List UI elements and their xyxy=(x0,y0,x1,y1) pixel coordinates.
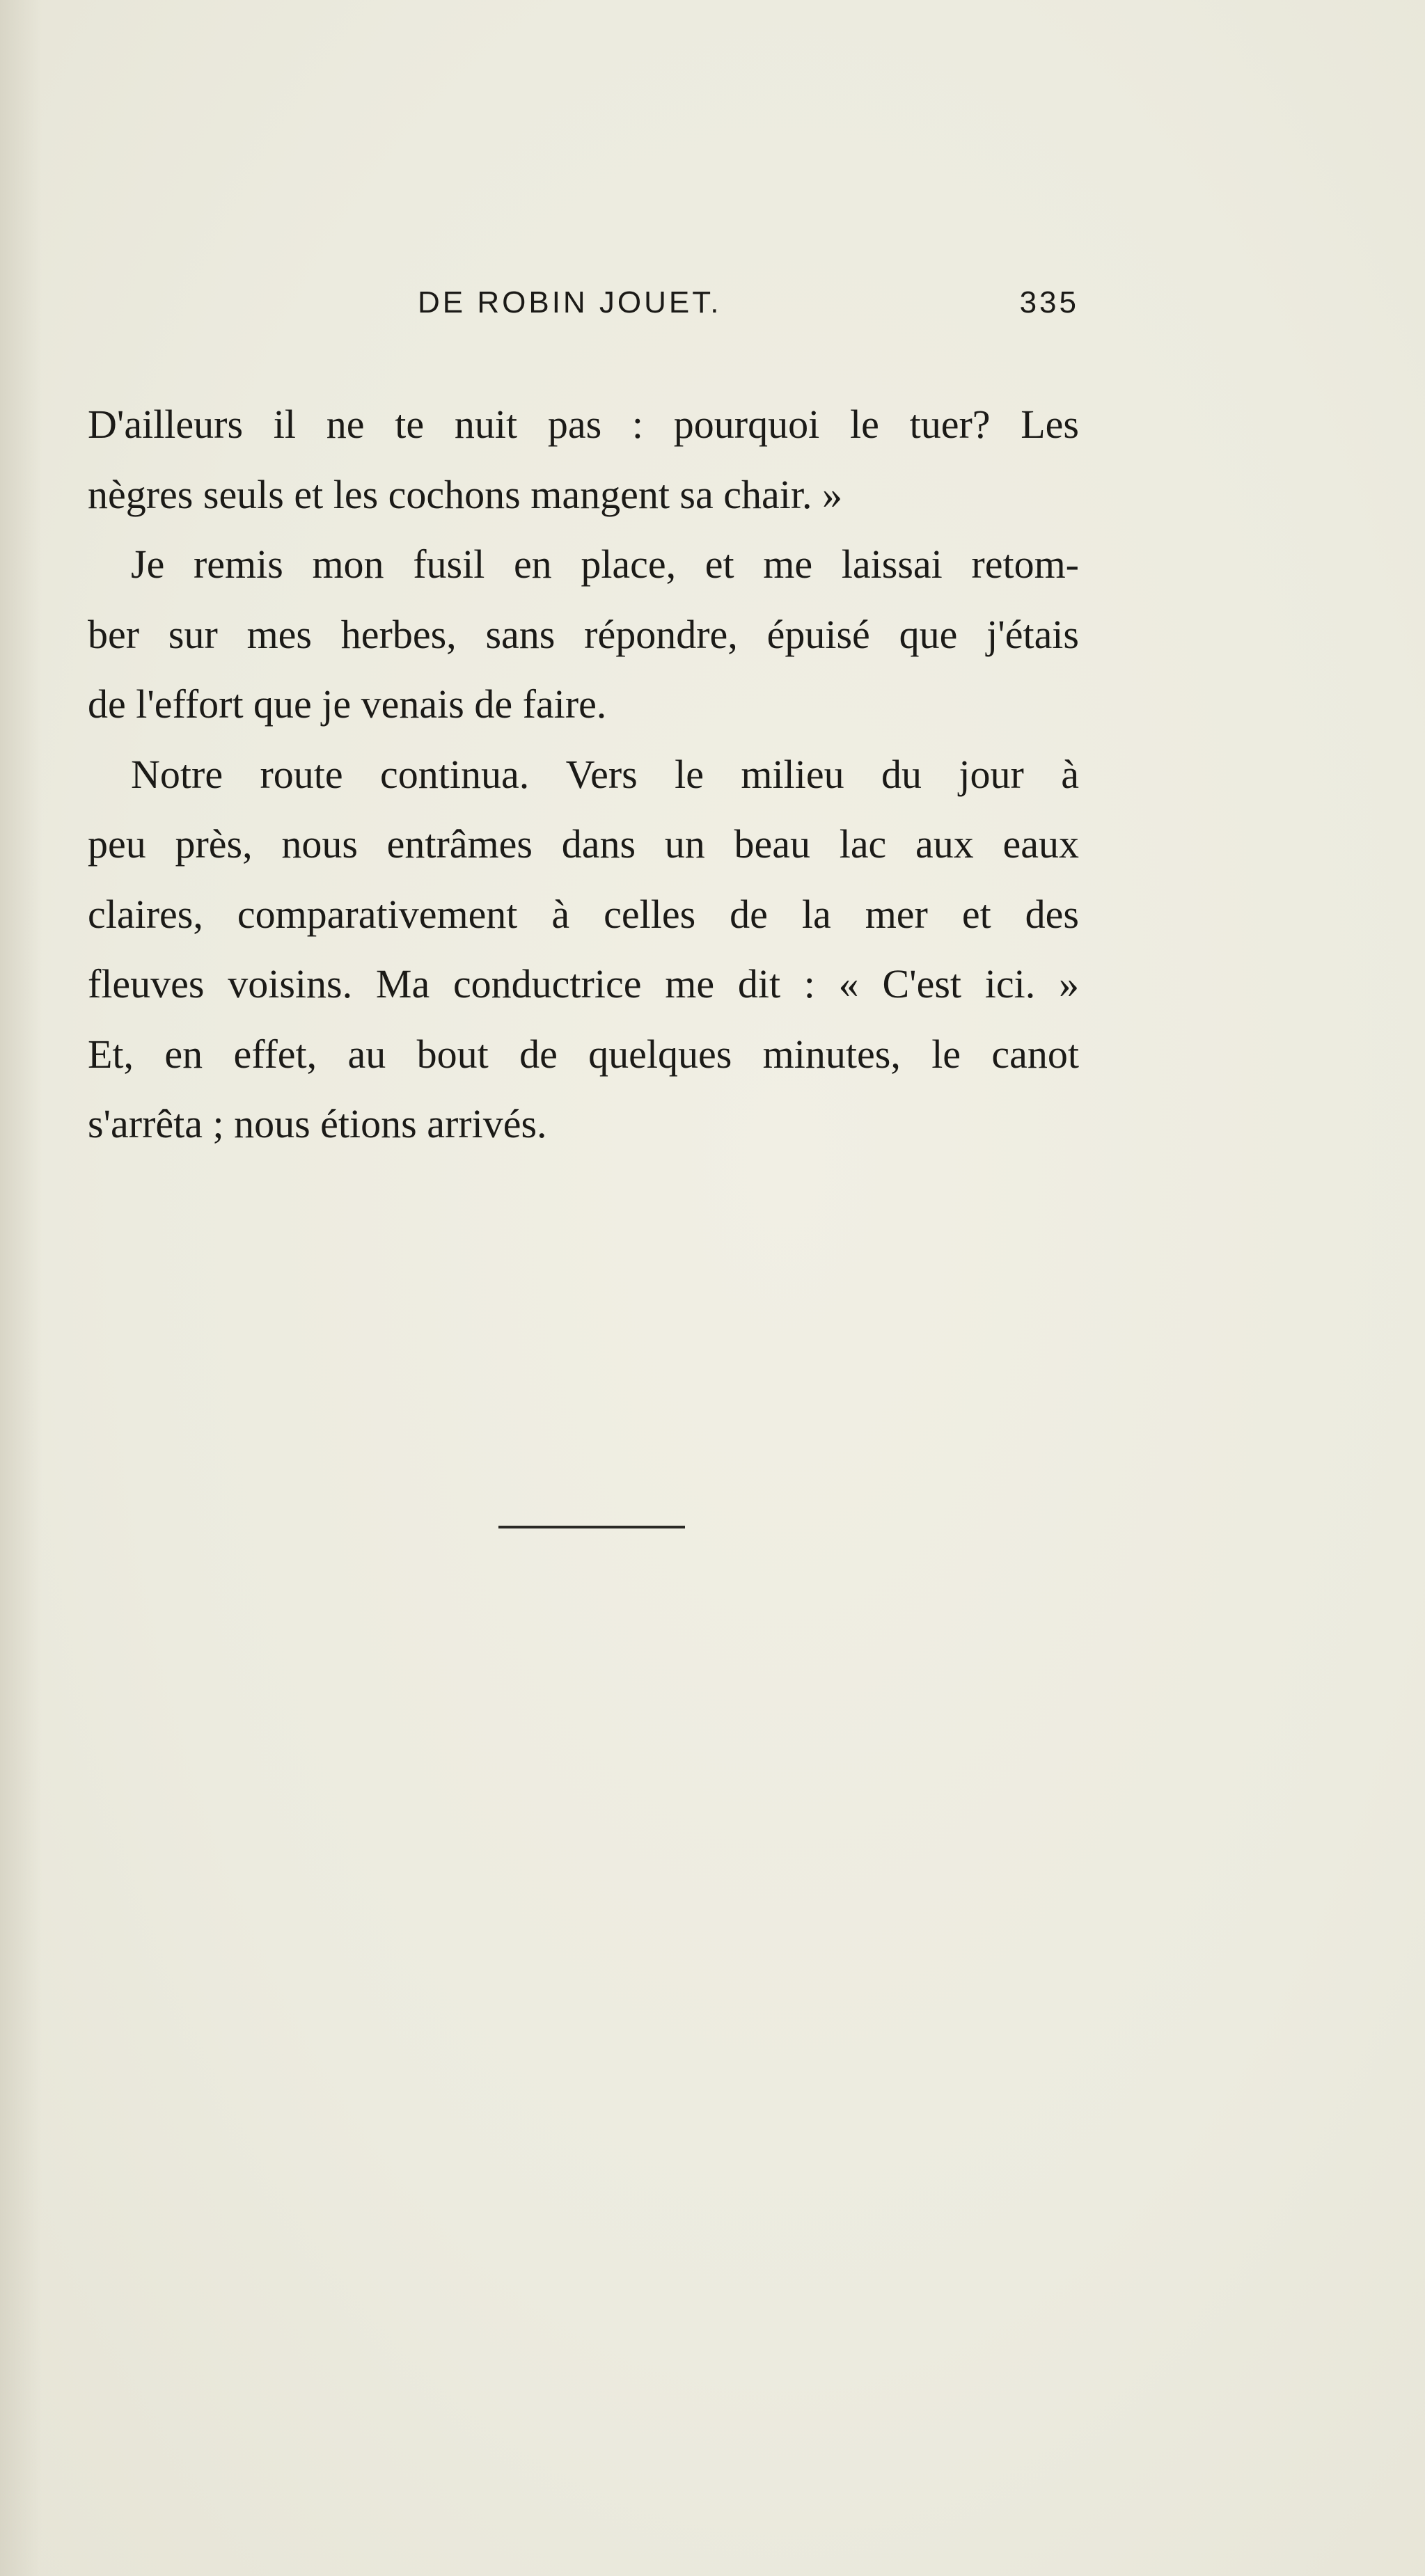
text-line: s'arrêta ; nous étions arrivés. xyxy=(88,1101,547,1146)
text-line: Je remis mon fusil en place, et me laissai retom- xyxy=(131,542,1079,587)
text-line: peu près, nous entrâmes dans un beau lac aux eaux xyxy=(88,821,1079,867)
binding-shadow xyxy=(0,0,42,2576)
page-number: 335 xyxy=(1019,285,1079,319)
text-line: D'ailleurs il ne te nuit pas : pourquoi le tuer? Les xyxy=(88,402,1079,447)
text-line: Et, en effet, au bout de quelques minutes, le canot xyxy=(88,1031,1079,1077)
text-line: fleuves voisins. Ma conductrice me dit : « C'est ici. » xyxy=(88,961,1079,1006)
text-line: de l'effort que je venais de faire. xyxy=(88,681,607,727)
running-title: DE ROBIN JOUET. xyxy=(418,285,722,319)
text-line: nègres seuls et les cochons mangent sa chair. » xyxy=(88,471,842,517)
body-text xyxy=(88,390,1079,1160)
running-head xyxy=(84,285,1079,327)
text-line: ber sur mes herbes, sans répondre, épuisé que j'étais xyxy=(88,611,1079,657)
text-line: Notre route continua. Vers le milieu du jour à xyxy=(131,751,1079,797)
text-line: claires, comparativement à celles de la mer et des xyxy=(88,891,1079,937)
section-end-rule xyxy=(498,1526,685,1528)
